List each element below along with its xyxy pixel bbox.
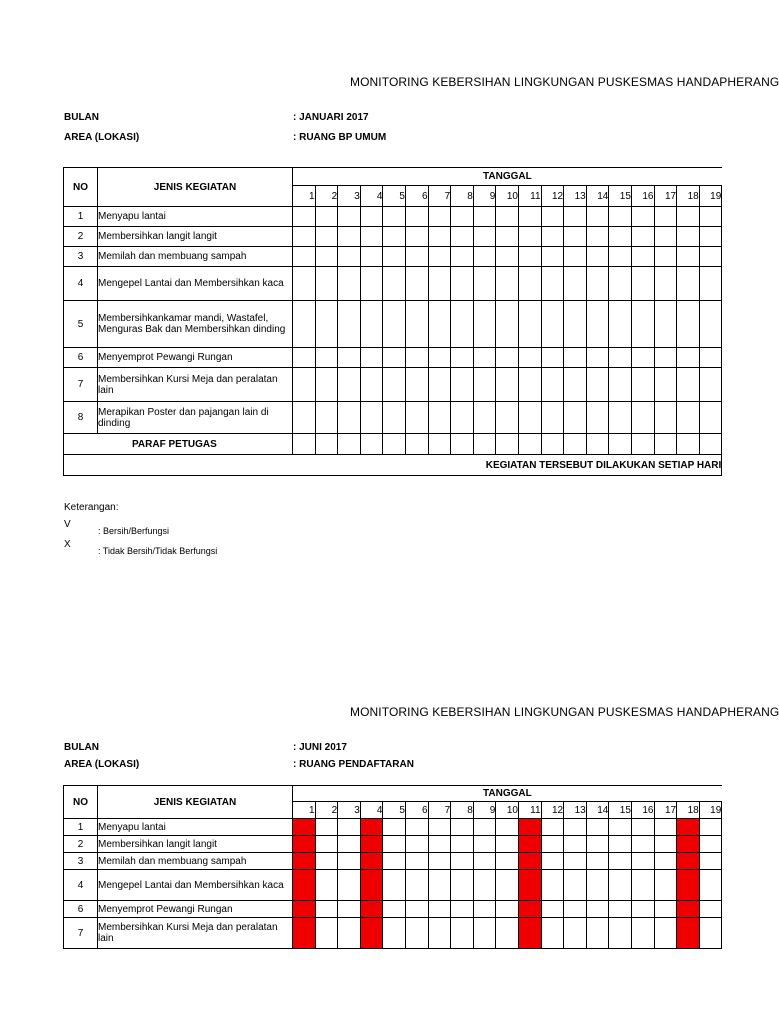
check-cell[interactable] [654, 836, 677, 853]
day-number: 4 [360, 186, 383, 207]
check-cell[interactable] [586, 918, 609, 949]
check-cell[interactable] [541, 918, 564, 949]
day-number: 16 [631, 186, 654, 207]
check-cell[interactable] [405, 870, 428, 901]
row-number: 3 [64, 247, 98, 267]
bulan-label: BULAN [64, 742, 99, 753]
check-cell[interactable] [496, 836, 519, 853]
check-cell[interactable] [473, 870, 496, 901]
activity-name: Menyemprot Pewangi Rungan [98, 901, 293, 918]
day-number: 7 [428, 186, 451, 207]
activity-row [64, 901, 722, 918]
check-cell[interactable] [631, 853, 654, 870]
activity-name: Memilah dan membuang sampah [98, 247, 293, 267]
check-cell[interactable] [586, 870, 609, 901]
check-cell[interactable] [699, 836, 722, 853]
check-cell[interactable] [315, 819, 338, 836]
day-number: 19 [699, 186, 722, 207]
day-number: 15 [609, 802, 632, 819]
activity-row [64, 870, 722, 901]
row-number: 2 [64, 836, 98, 853]
check-cell[interactable] [564, 901, 587, 918]
holiday-cell[interactable] [293, 836, 316, 853]
check-cell[interactable] [405, 853, 428, 870]
row-number: 7 [64, 368, 98, 402]
check-cell[interactable] [631, 901, 654, 918]
check-cell[interactable] [609, 901, 632, 918]
sheet-title: MONITORING KEBERSIHAN LINGKUNGAN PUSKESMAS HANDAPHERANG [350, 75, 779, 89]
check-cell[interactable] [451, 819, 474, 836]
check-cell[interactable] [383, 901, 406, 918]
check-cell[interactable] [451, 918, 474, 949]
check-cell[interactable] [609, 918, 632, 949]
check-cell[interactable] [473, 901, 496, 918]
day-number: 1 [293, 186, 316, 207]
check-cell[interactable] [451, 836, 474, 853]
col-kegiatan-header: JENIS KEGIATAN [98, 786, 293, 819]
day-number: 8 [451, 186, 474, 207]
check-cell[interactable] [338, 918, 361, 949]
activity-name: Membersihkankamar mandi, Wastafel, Menguras Bak dan Membersihkan dinding [98, 301, 293, 348]
check-cell[interactable] [564, 836, 587, 853]
check-cell[interactable] [383, 836, 406, 853]
col-kegiatan-header: JENIS KEGIATAN [98, 168, 293, 207]
check-cell[interactable] [315, 836, 338, 853]
day-number: 10 [496, 802, 519, 819]
check-cell[interactable] [631, 836, 654, 853]
keterangan-title: Keterangan: [64, 502, 119, 513]
holiday-cell[interactable] [677, 819, 700, 836]
row-number: 6 [64, 348, 98, 368]
day-number: 3 [338, 186, 361, 207]
day-number: 16 [631, 802, 654, 819]
check-cell[interactable] [699, 870, 722, 901]
check-cell[interactable] [541, 853, 564, 870]
check-cell[interactable] [586, 901, 609, 918]
check-cell[interactable] [496, 819, 519, 836]
check-cell[interactable] [428, 870, 451, 901]
day-number: 6 [405, 186, 428, 207]
check-cell[interactable] [654, 853, 677, 870]
check-cell[interactable] [699, 853, 722, 870]
check-cell[interactable] [383, 870, 406, 901]
day-number: 14 [586, 186, 609, 207]
holiday-cell[interactable] [518, 819, 541, 836]
holiday-cell[interactable] [518, 870, 541, 901]
day-number: 12 [541, 802, 564, 819]
activity-row [64, 918, 722, 949]
activity-row [64, 853, 722, 870]
check-cell[interactable] [338, 819, 361, 836]
row-number: 5 [64, 301, 98, 348]
kegiatan-note: KEGIATAN TERSEBUT DILAKUKAN SETIAP HARI [64, 455, 722, 476]
check-cell[interactable] [609, 870, 632, 901]
holiday-cell[interactable] [360, 870, 383, 901]
day-number: 2 [315, 186, 338, 207]
day-number: 9 [473, 186, 496, 207]
holiday-cell[interactable] [293, 819, 316, 836]
row-number: 4 [64, 870, 98, 901]
col-no-header: NO [64, 786, 98, 819]
holiday-cell[interactable] [518, 853, 541, 870]
check-cell[interactable] [451, 870, 474, 901]
row-number: 3 [64, 853, 98, 870]
col-tanggal-header: TANGGAL [293, 786, 722, 802]
legend-v-text: : Bersih/Berfungsi [98, 526, 170, 536]
day-number: 9 [473, 802, 496, 819]
check-cell[interactable] [654, 870, 677, 901]
paraf-label: PARAF PETUGAS [64, 434, 293, 455]
check-cell[interactable] [586, 853, 609, 870]
check-cell[interactable] [496, 870, 519, 901]
check-cell[interactable] [451, 901, 474, 918]
day-number: 7 [428, 802, 451, 819]
row-number: 7 [64, 918, 98, 949]
check-cell[interactable] [496, 901, 519, 918]
day-number: 17 [654, 802, 677, 819]
row-number: 1 [64, 819, 98, 836]
check-cell[interactable] [654, 819, 677, 836]
check-cell[interactable] [383, 819, 406, 836]
holiday-cell[interactable] [518, 901, 541, 918]
activity-name: Memilah dan membuang sampah [98, 853, 293, 870]
area-value: : RUANG PENDAFTARAN [293, 759, 414, 770]
area-value: : RUANG BP UMUM [293, 132, 387, 143]
day-number: 11 [518, 186, 541, 207]
day-number: 12 [541, 186, 564, 207]
row-number: 4 [64, 267, 98, 301]
holiday-cell[interactable] [293, 870, 316, 901]
day-number: 5 [383, 186, 406, 207]
check-cell[interactable] [428, 918, 451, 949]
check-cell[interactable] [699, 918, 722, 949]
activity-name: Membersihkan langit langit [98, 836, 293, 853]
holiday-cell[interactable] [518, 836, 541, 853]
check-cell[interactable] [654, 901, 677, 918]
check-cell[interactable] [428, 836, 451, 853]
check-cell[interactable] [586, 836, 609, 853]
check-cell[interactable] [699, 819, 722, 836]
holiday-cell[interactable] [360, 836, 383, 853]
holiday-cell[interactable] [677, 901, 700, 918]
check-cell[interactable] [383, 853, 406, 870]
day-number: 4 [360, 802, 383, 819]
monitoring-table-june [63, 785, 722, 949]
day-number: 18 [677, 802, 700, 819]
check-cell[interactable] [654, 918, 677, 949]
check-cell[interactable] [564, 870, 587, 901]
check-cell[interactable] [609, 819, 632, 836]
bulan-value: : JANUARI 2017 [293, 112, 369, 123]
holiday-cell[interactable] [360, 853, 383, 870]
check-cell[interactable] [428, 853, 451, 870]
check-cell[interactable] [631, 819, 654, 836]
activity-name: Mengepel Lantai dan Membersihkan kaca [98, 267, 293, 301]
check-cell[interactable] [541, 901, 564, 918]
holiday-cell[interactable] [677, 870, 700, 901]
activity-row [64, 819, 722, 836]
check-cell[interactable] [405, 836, 428, 853]
activity-name: Menyapu lantai [98, 207, 293, 227]
day-number: 1 [293, 802, 316, 819]
check-cell[interactable] [315, 870, 338, 901]
day-number: 13 [564, 186, 587, 207]
row-number: 6 [64, 901, 98, 918]
day-number: 19 [699, 802, 722, 819]
row-number: 2 [64, 227, 98, 247]
check-cell[interactable] [338, 870, 361, 901]
holiday-cell[interactable] [293, 918, 316, 949]
check-cell[interactable] [496, 918, 519, 949]
check-cell[interactable] [315, 918, 338, 949]
activity-name: Membersihkan Kursi Meja dan peralatan lain [98, 368, 293, 402]
holiday-cell[interactable] [677, 918, 700, 949]
activity-name: Membersihkan langit langit [98, 227, 293, 247]
day-number: 13 [564, 802, 587, 819]
check-cell[interactable] [383, 918, 406, 949]
legend-x-symbol: X [64, 539, 71, 550]
area-label: AREA (LOKASI) [64, 132, 140, 143]
check-cell[interactable] [451, 853, 474, 870]
check-cell[interactable] [405, 918, 428, 949]
check-cell[interactable] [564, 819, 587, 836]
day-number: 8 [451, 802, 474, 819]
area-label: AREA (LOKASI) [64, 759, 140, 770]
day-number: 5 [383, 802, 406, 819]
col-tanggal-header: TANGGAL [293, 168, 722, 186]
check-cell[interactable] [541, 819, 564, 836]
day-number: 17 [654, 186, 677, 207]
sheet-title: MONITORING KEBERSIHAN LINGKUNGAN PUSKESMAS HANDAPHERANG [350, 705, 779, 719]
col-no-header: NO [64, 168, 98, 207]
day-number: 11 [518, 802, 541, 819]
check-cell[interactable] [699, 901, 722, 918]
day-number: 10 [496, 186, 519, 207]
check-cell[interactable] [428, 819, 451, 836]
check-cell[interactable] [315, 901, 338, 918]
header-row [64, 786, 722, 802]
activity-row [64, 836, 722, 853]
legend-x-text: : Tidak Bersih/Tidak Berfungsi [98, 546, 218, 556]
activity-name: Menyapu lantai [98, 819, 293, 836]
day-number: 18 [677, 186, 700, 207]
check-cell[interactable] [405, 819, 428, 836]
holiday-cell[interactable] [360, 901, 383, 918]
check-cell[interactable] [609, 853, 632, 870]
day-number: 2 [315, 802, 338, 819]
holiday-cell[interactable] [360, 918, 383, 949]
day-number: 3 [338, 802, 361, 819]
legend-v-symbol: V [64, 519, 71, 530]
check-cell[interactable] [609, 836, 632, 853]
bulan-value: : JUNI 2017 [293, 742, 347, 753]
activity-name: Merapikan Poster dan pajangan lain di dinding [98, 402, 293, 434]
activity-name: Menyemprot Pewangi Rungan [98, 348, 293, 368]
check-cell[interactable] [473, 819, 496, 836]
check-cell[interactable] [473, 836, 496, 853]
row-number: 1 [64, 207, 98, 227]
check-cell[interactable] [315, 853, 338, 870]
check-cell[interactable] [338, 901, 361, 918]
check-cell[interactable] [631, 918, 654, 949]
check-cell[interactable] [338, 853, 361, 870]
day-number: 15 [609, 186, 632, 207]
holiday-cell[interactable] [677, 853, 700, 870]
check-cell[interactable] [541, 836, 564, 853]
check-cell[interactable] [586, 819, 609, 836]
activity-name: Mengepel Lantai dan Membersihkan kaca [98, 870, 293, 901]
day-number: 14 [586, 802, 609, 819]
check-cell[interactable] [428, 901, 451, 918]
holiday-cell[interactable] [518, 918, 541, 949]
holiday-cell[interactable] [677, 836, 700, 853]
check-cell[interactable] [541, 870, 564, 901]
holiday-cell[interactable] [293, 901, 316, 918]
holiday-cell[interactable] [360, 819, 383, 836]
check-cell[interactable] [473, 918, 496, 949]
bulan-label: BULAN [64, 112, 99, 123]
row-number: 8 [64, 402, 98, 434]
check-cell[interactable] [473, 853, 496, 870]
check-cell[interactable] [496, 853, 519, 870]
activity-name: Membersihkan Kursi Meja dan peralatan lain [98, 918, 293, 949]
check-cell[interactable] [338, 836, 361, 853]
check-cell[interactable] [405, 901, 428, 918]
day-number: 6 [405, 802, 428, 819]
check-cell[interactable] [631, 870, 654, 901]
holiday-cell[interactable] [293, 853, 316, 870]
check-cell[interactable] [564, 853, 587, 870]
check-cell[interactable] [564, 918, 587, 949]
